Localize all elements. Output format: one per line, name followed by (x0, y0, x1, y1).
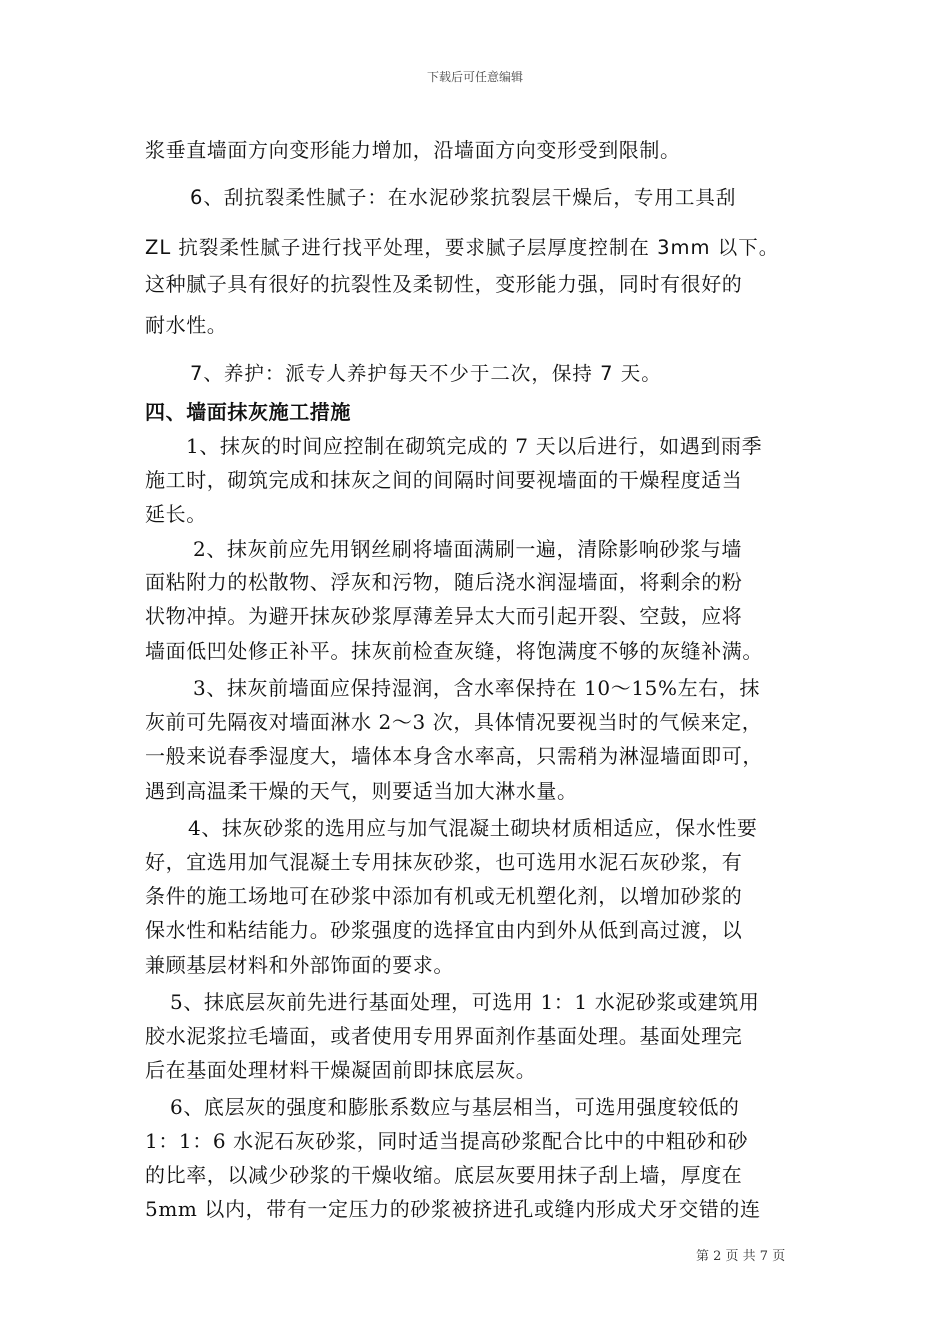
section-heading: 四、墙面抹灰施工措施 (145, 400, 351, 424)
paragraph-line: 状物冲掉。为避开抹灰砂浆厚薄差异太大而引起开裂、空鼓，应将 (145, 604, 743, 628)
paragraph-line: 7、养护：派专人养护每天不少于二次，保持 7 天。 (190, 362, 662, 385)
paragraph-line: 施工时，砌筑完成和抹灰之间的间隔时间要视墙面的干燥程度适当 (145, 468, 743, 492)
paragraph-line: 一般来说春季湿度大，墙体本身含水率高，只需稍为淋湿墙面即可， (145, 744, 763, 768)
paragraph-line: 灰前可先隔夜对墙面淋水 2～3 次，具体情况要视当时的气候来定， (145, 710, 763, 734)
paragraph-line: 4、抹灰砂浆的选用应与加气混凝土砌块材质相适应，保水性要 (188, 816, 758, 840)
paragraph-line: 5、抹底层灰前先进行基面处理，可选用 1：1 水泥砂浆或建筑用 (170, 990, 760, 1014)
paragraph-line: 遇到高温柔干燥的天气，则要适当加大淋水量。 (145, 779, 578, 803)
paragraph-line: 好，宜选用加气混凝土专用抹灰砂浆，也可选用水泥石灰砂浆，有 (145, 850, 743, 874)
paragraph-line: 2、抹灰前应先用钢丝刷将墙面满刷一遍，清除影响砂浆与墙 (193, 537, 742, 561)
paragraph-line: 保水性和粘结能力。砂浆强度的选择宜由内到外从低到高过渡，以 (145, 918, 743, 942)
paragraph-line: 6、刮抗裂柔性腻子：在水泥砂浆抗裂层干燥后，专用工具刮 (190, 186, 737, 209)
paragraph-line: ZL 抗裂柔性腻子进行找平处理，要求腻子层厚度控制在 3mm 以下。 (145, 236, 780, 259)
paragraph-line: 条件的施工场地可在砂浆中添加有机或无机塑化剂，以增加砂浆的 (145, 884, 743, 908)
paragraph-line: 延长。 (145, 502, 207, 526)
paragraph-line: 耐水性。 (145, 313, 228, 337)
paragraph-line: 6、底层灰的强度和膨胀系数应与基层相当，可选用强度较低的 (170, 1095, 740, 1119)
paragraph-line: 后在基面处理材料干燥凝固前即抹底层灰。 (145, 1058, 537, 1082)
paragraph-line: 兼顾基层材料和外部饰面的要求。 (145, 953, 454, 977)
paragraph-line: 墙面低凹处修正补平。抹灰前检查灰缝，将饱满度不够的灰缝补满。 (145, 639, 763, 663)
paragraph-line: 5mm 以内，带有一定压力的砂浆被挤进孔或缝内形成犬牙交错的连 (145, 1197, 761, 1221)
paragraph-line: 面粘附力的松散物、浮灰和污物，随后浇水润湿墙面，将剩余的粉 (145, 570, 743, 594)
page-header-note: 下载后可任意编辑 (426, 70, 523, 84)
paragraph-line: 1、抹灰的时间应控制在砌筑完成的 7 天以后进行，如遇到雨季 (186, 434, 763, 458)
paragraph-line: 胶水泥浆拉毛墙面，或者使用专用界面剂作基面处理。基面处理完 (145, 1024, 743, 1048)
paragraph-line: 这种腻子具有很好的抗裂性及柔韧性，变形能力强，同时有很好的 (145, 272, 743, 296)
paragraph-line: 浆垂直墙面方向变形能力增加，沿墙面方向变形受到限制。 (145, 138, 681, 162)
paragraph-line: 的比率，以减少砂浆的干燥收缩。底层灰要用抹子刮上墙，厚度在 (145, 1163, 743, 1187)
paragraph-line: 3、抹灰前墙面应保持湿润，含水率保持在 10～15%左右，抹 (193, 676, 760, 700)
page-number: 第 2 页 共 7 页 (696, 1249, 786, 1264)
paragraph-line: 1：1：6 水泥石灰砂浆，同时适当提高砂浆配合比中的中粗砂和砂 (145, 1129, 749, 1153)
